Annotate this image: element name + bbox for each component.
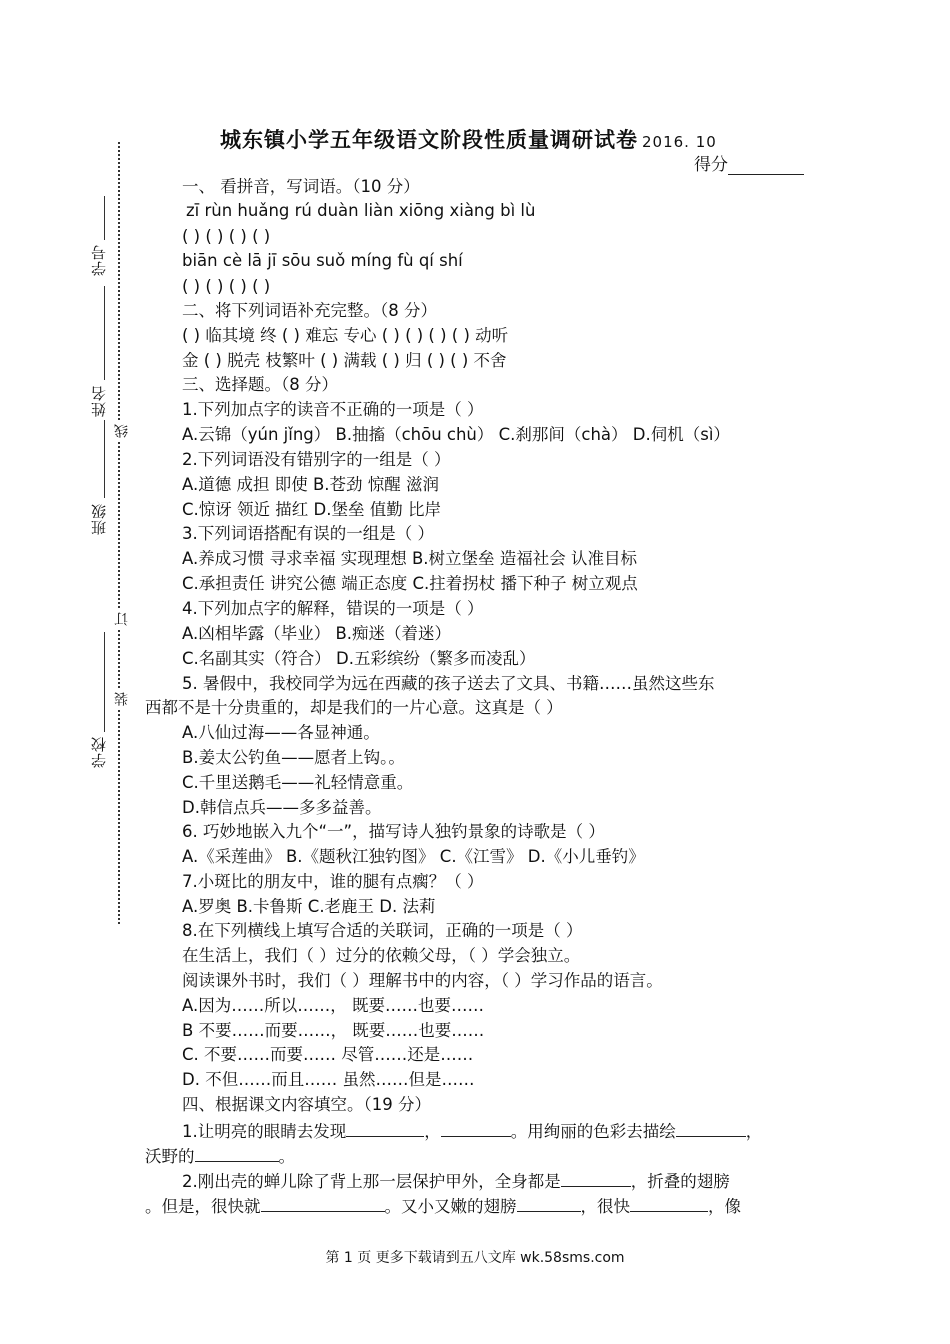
fill-blank[interactable] <box>195 1145 279 1162</box>
binding-margin <box>0 0 140 1344</box>
fill-question-2 <box>182 1170 730 1193</box>
question-option: D. 不但……而且…… 虽然……但是…… <box>182 1070 475 1089</box>
score-label: 得分 <box>694 155 728 175</box>
class-label: 班级 <box>90 503 108 535</box>
fill-text: 。又小又嫩的翅膀 <box>384 1197 517 1216</box>
answer-brackets-row[interactable]: ( ) ( ) ( ) ( ) <box>182 227 271 246</box>
fill-text: ， <box>424 1122 441 1141</box>
fill-text: ， <box>745 1122 763 1141</box>
question-options: C.名副其实（符合） D.五彩缤纷（繁多而凌乱） <box>182 649 536 668</box>
question-options: C.惊讶 领近 描红 D.堡垒 值勤 比岸 <box>182 500 441 519</box>
question-options: A.养成习惯 寻求幸福 实现理想 B.树立堡垒 造福社会 认准目标 <box>182 549 638 568</box>
section-4-heading: 四、根据课文内容填空。（19 分） <box>182 1095 431 1114</box>
fill-text: 。用绚丽的色彩去描绘 <box>510 1122 676 1141</box>
section-3-heading: 三、选择题。（8 分） <box>182 375 338 394</box>
question-text: 8.在下列横线上填写合适的关联词，正确的一项是（ ） <box>182 921 583 940</box>
question-text: 2.下列词语没有错别字的一组是（ ） <box>182 450 451 469</box>
school-blank[interactable] <box>104 632 105 732</box>
section-2-heading: 二、将下列词语补充完整。（8 分） <box>182 301 437 320</box>
score-field <box>694 150 804 175</box>
question-option: B.姜太公钓鱼——愿者上钩。。 <box>182 748 405 767</box>
question-text: 7.小斑比的朋友中，谁的腿有点瘸？（ ） <box>182 872 484 891</box>
fill-blank[interactable] <box>561 1170 631 1187</box>
fill-text: 1.让明亮的眼睛去发现 <box>182 1122 347 1141</box>
student-no-blank[interactable] <box>104 196 105 240</box>
question-option: D.韩信点兵——多多益善。 <box>182 798 382 817</box>
exam-date: 2016. 10 <box>642 133 717 151</box>
page-footer: 第 1 页 更多下载请到五八文库 wk.58sms.com <box>325 1250 625 1266</box>
question-sentence: 阅读课外书时，我们（ ）理解书中的内容，（ ）学习作品的语言。 <box>182 971 663 990</box>
class-blank[interactable] <box>104 420 105 498</box>
fill-blank[interactable] <box>517 1195 581 1212</box>
fill-question-1 <box>182 1120 762 1143</box>
question-options: A.道德 成担 即使 B.苍劲 惊醒 滋润 <box>182 475 440 494</box>
bind-mark-line: 线 <box>114 424 130 438</box>
question-options: A.云锦（yún jǐng） B.抽搐（chōu chù） C.刹那间（chà） D.伺机（sì） <box>182 425 730 444</box>
bind-mark-order: 订 <box>114 612 130 626</box>
idiom-completion-row: 金 ( ) 脱壳 枝繁叶 ( ) 满载 ( ) 归 ( ) ( ) 不舍 <box>182 351 507 370</box>
fill-question-2-continued <box>145 1195 741 1218</box>
idiom-completion-row: ( ) 临其境 终 ( ) 难忘 专心 ( ) ( ) ( ) ( ) 动听 <box>182 326 509 345</box>
binding-dotted-line <box>118 142 120 924</box>
question-sentence: 在生活上，我们（ ）过分的依赖父母，（ ）学会独立。 <box>182 946 581 965</box>
fill-text: ，像 <box>708 1197 741 1216</box>
pinyin-row: biān cè lā jī sōu suǒ míng fù qí shí <box>182 251 463 270</box>
question-option: B 不要……而要……， 既要……也要…… <box>182 1021 485 1040</box>
name-label: 姓名 <box>90 385 108 417</box>
question-text: 1.下列加点字的读音不正确的一项是（ ） <box>182 400 484 419</box>
fill-text: 。但是，很快就 <box>145 1197 261 1216</box>
bind-mark-bind: 装 <box>114 692 130 706</box>
question-option: C.千里送鹅毛——礼轻情意重。 <box>182 773 414 792</box>
fill-question-1-continued <box>145 1145 295 1168</box>
pinyin-row: zī rùn huǎng rú duàn liàn xiōng xiàng bì lù <box>186 201 536 220</box>
question-text: 6. 巧妙地嵌入九个“一”，描写诗人独钓景象的诗歌是（ ） <box>182 822 605 841</box>
student-no-label: 学号 <box>90 244 108 276</box>
exam-title <box>220 124 717 154</box>
fill-text: 2.刚出壳的蝉儿除了背上那一层保护甲外，全身都是 <box>182 1172 561 1191</box>
name-blank[interactable] <box>104 286 105 380</box>
exam-title-text: 城东镇小学五年级语文阶段性质量调研试卷 <box>220 128 638 152</box>
question-text: 3.下列词语搭配有误的一组是（ ） <box>182 524 434 543</box>
question-option: A.因为……所以……， 既要……也要…… <box>182 996 484 1015</box>
question-text: 5. 暑假中，我校同学为远在西藏的孩子送去了文具、书籍……虽然这些东 <box>182 674 715 693</box>
question-options: A.《采莲曲》 B.《题秋江独钓图》 C.《江雪》 D.《小儿垂钓》 <box>182 847 645 866</box>
question-text-continued: 西都不是十分贵重的，却是我们的一片心意。这真是（ ） <box>145 698 563 717</box>
fill-blank[interactable] <box>441 1120 511 1137</box>
question-option: A.八仙过海——各显神通。 <box>182 723 380 742</box>
fill-blank[interactable] <box>346 1120 424 1137</box>
fill-blank[interactable] <box>261 1195 385 1212</box>
fill-text: ，折叠的翅膀 <box>630 1172 730 1191</box>
question-options: A.罗奥 B.卡鲁斯 C.老鹿王 D. 法莉 <box>182 897 436 916</box>
section-1-heading: 一、 看拼音，写词语。（10 分） <box>182 177 420 196</box>
fill-text: 。 <box>278 1147 295 1166</box>
score-blank[interactable] <box>728 156 804 175</box>
fill-blank[interactable] <box>630 1195 708 1212</box>
fill-blank[interactable] <box>676 1120 746 1137</box>
fill-text: 沃野的 <box>145 1147 195 1166</box>
question-text: 4.下列加点字的解释，错误的一项是（ ） <box>182 599 484 618</box>
question-option: C. 不要……而要…… 尽管……还是…… <box>182 1045 474 1064</box>
question-options: A.凶相毕露（毕业） B.痴迷（着迷） <box>182 624 452 643</box>
question-options: C.承担责任 讲究公德 端正态度 C.拄着拐杖 播下种子 树立观点 <box>182 574 638 593</box>
school-label: 学校 <box>90 736 108 768</box>
fill-text: ，很快 <box>580 1197 630 1216</box>
answer-brackets-row[interactable]: ( ) ( ) ( ) ( ) <box>182 277 271 296</box>
